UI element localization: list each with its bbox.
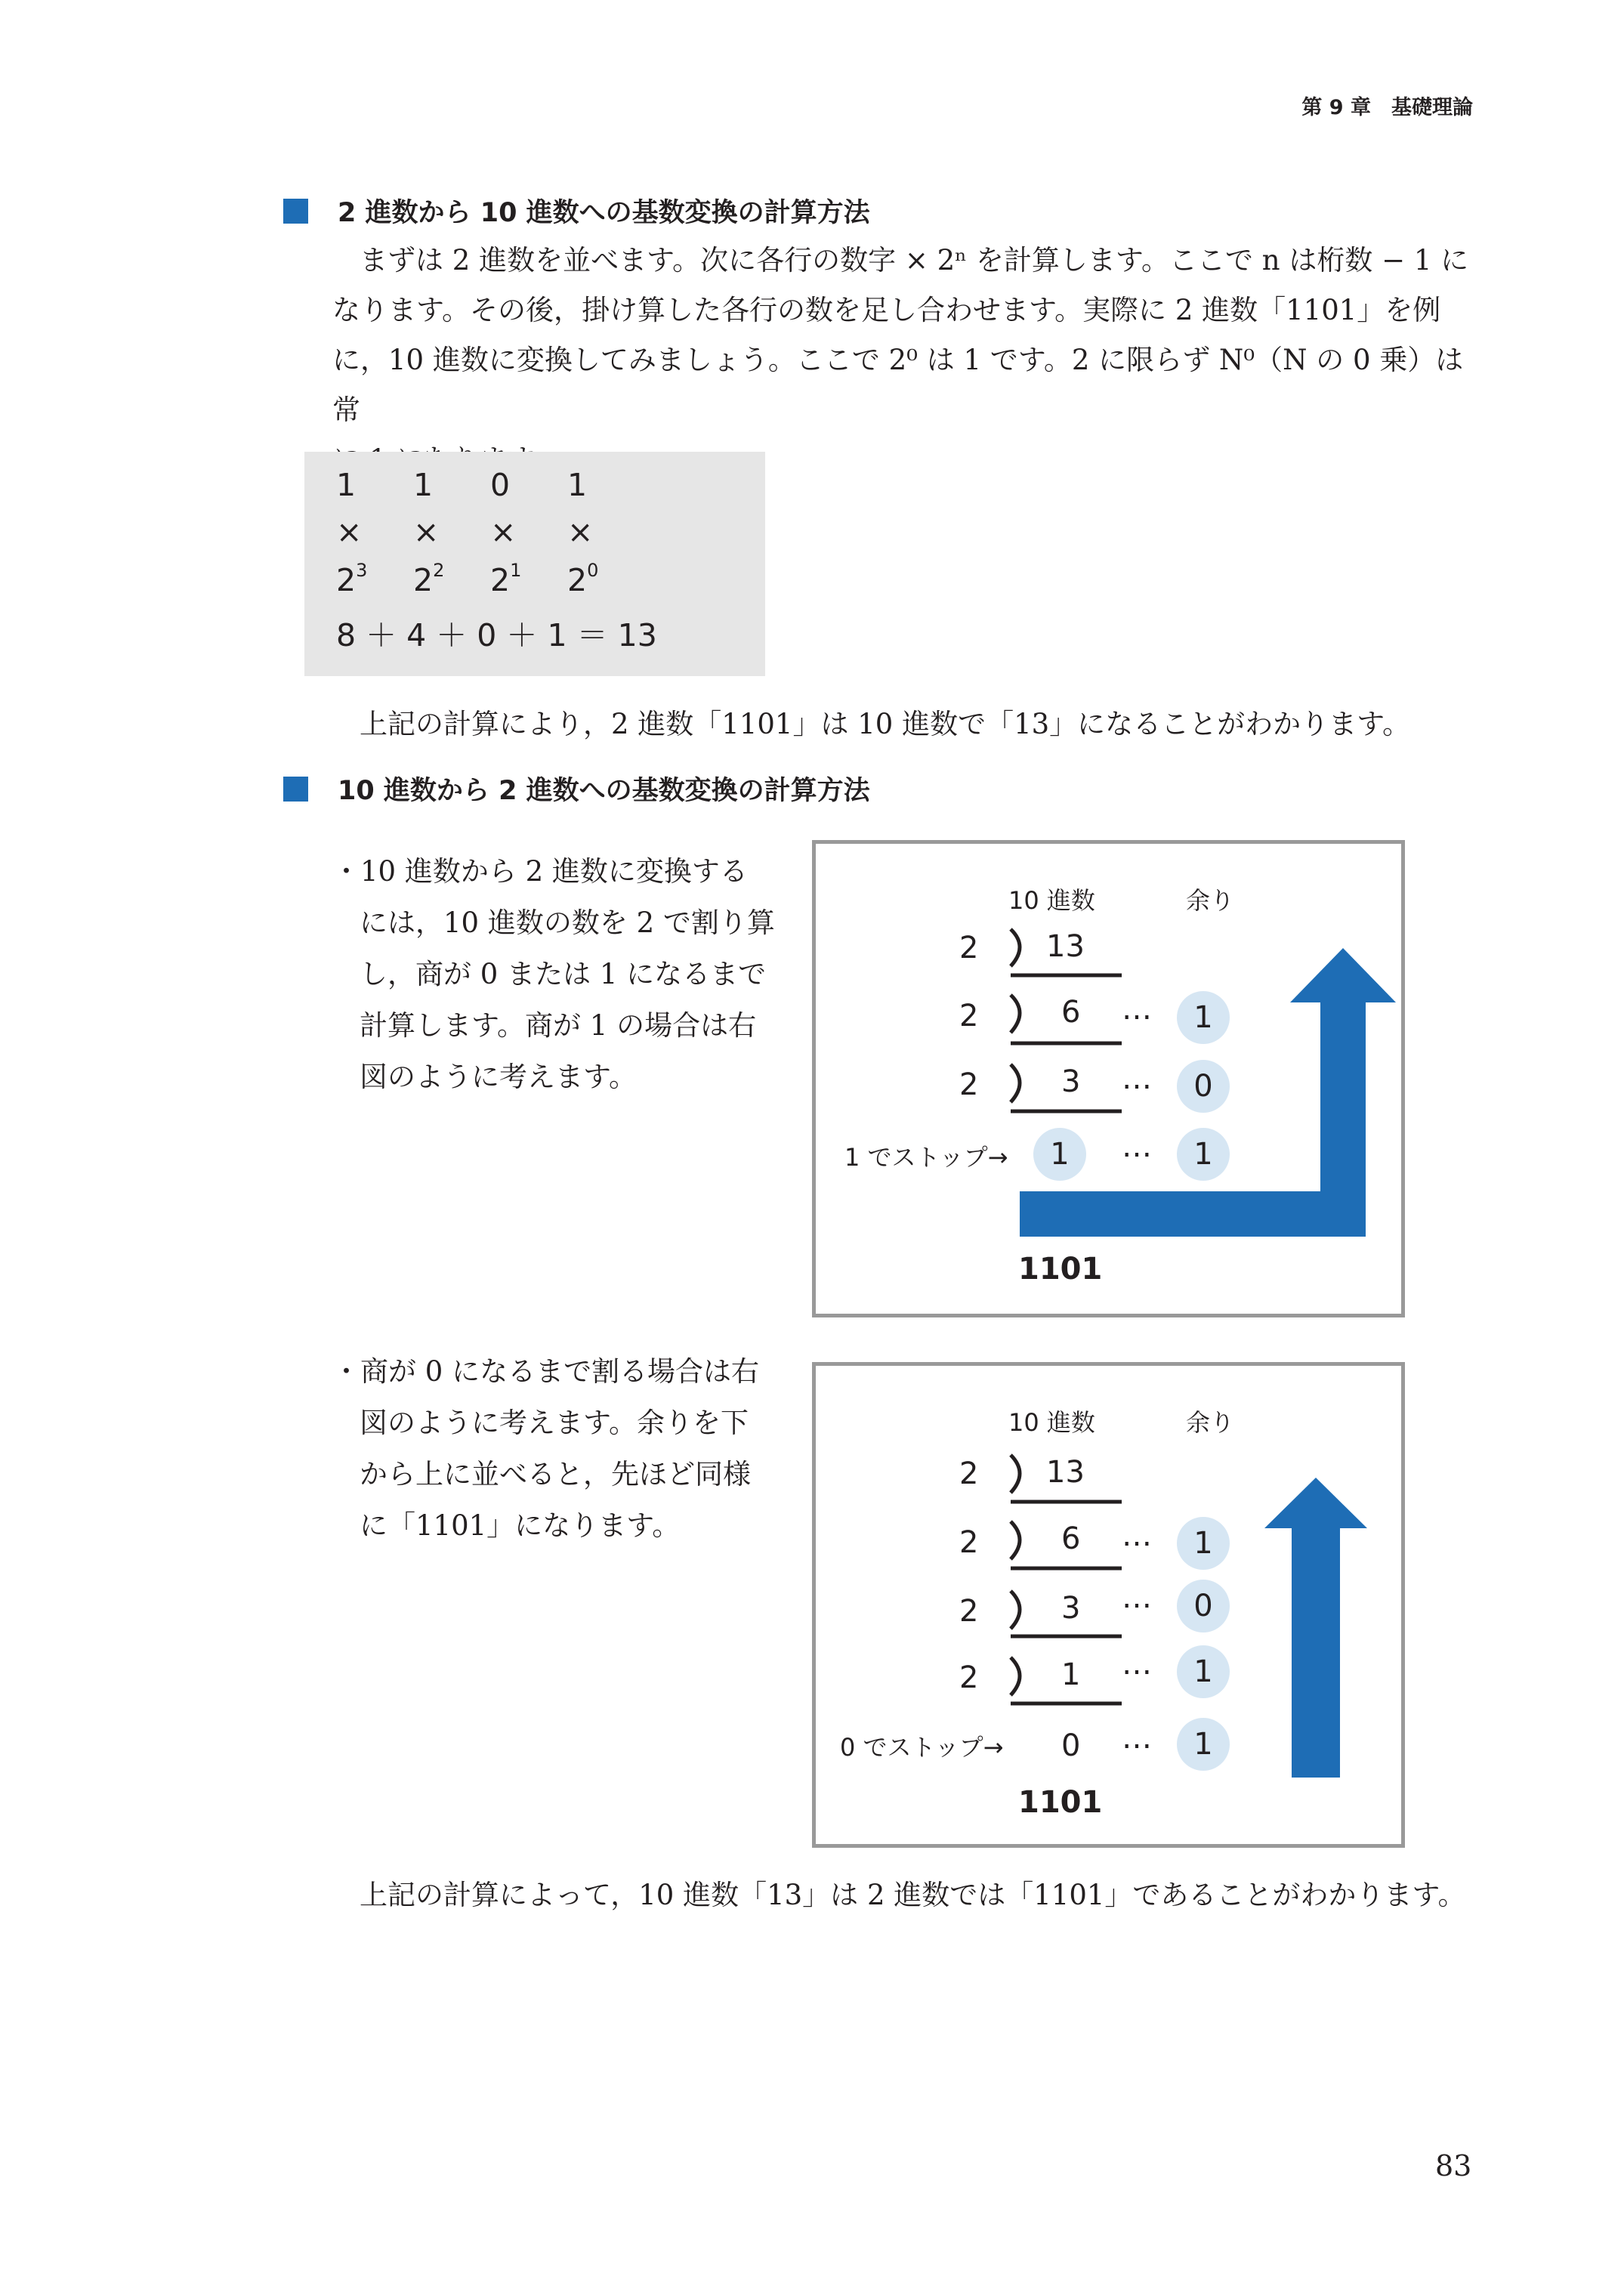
heading-square-icon (283, 777, 308, 802)
divisor: 2 (959, 931, 979, 965)
remainder-circle: 1 (1177, 1128, 1230, 1181)
division-diagram-2 (812, 1362, 1405, 1848)
ellipsis: … (1122, 1721, 1152, 1756)
division-brackets-1 (816, 844, 1401, 1314)
division-diagram-1 (812, 840, 1405, 1317)
bullet-1 (332, 846, 801, 1103)
bullet-line: し，商が 0 または 1 になるまで (360, 958, 767, 990)
stop-label: 1 でストップ→ (844, 1143, 1008, 1172)
result-binary: 1101 (1018, 1252, 1103, 1286)
calc-digit: 0 (490, 467, 511, 503)
col-decimal-label: 10 進数 (1008, 1408, 1095, 1437)
arrow-up-icon (1264, 1478, 1367, 1778)
quotient: 6 (1061, 1521, 1081, 1556)
stop-value: 0 (1061, 1728, 1081, 1763)
quotient: 6 (1061, 995, 1081, 1030)
paragraph-line: なります。その後，掛け算した各行の数を足し合わせます。実際に 2 進数「1101」を例 (332, 294, 1441, 326)
division-brackets-2 (816, 1366, 1401, 1844)
calc-digit: 1 (336, 467, 357, 503)
calc-digits-row (336, 467, 644, 503)
bullet-line: から上に並べると，先ほど同様 (360, 1458, 751, 1490)
ellipsis: … (1122, 1647, 1152, 1682)
quotient: 1 (1061, 1657, 1081, 1692)
calc-powers-row (336, 562, 644, 598)
ellipsis: … (1122, 1129, 1152, 1164)
quotient: 3 (1061, 1591, 1081, 1626)
ellipsis: … (1122, 1518, 1152, 1553)
result-binary: 1101 (1018, 1785, 1103, 1820)
calc-power: $2^1$ (490, 560, 522, 598)
col-decimal-label: 10 進数 (1008, 886, 1095, 915)
calc-digit: 1 (567, 467, 588, 503)
divisor: 2 (959, 1525, 979, 1560)
col-remainder-label: 余り (1186, 886, 1235, 915)
quotient: 13 (1046, 929, 1085, 964)
bullet-line: 図のように考えます。余りを下 (360, 1407, 749, 1439)
divisor: 2 (959, 1067, 979, 1102)
chapter-header: 第 9 章 基礎理論 (1301, 96, 1473, 119)
remainder-circle: 0 (1177, 1580, 1230, 1632)
paragraph-line: まずは 2 進数を並べます。次に各行の数字 × 2ⁿ を計算します。ここで n は桁数 − 1 に (360, 244, 1469, 276)
section1-heading: 2 進数から 10 進数への基数変換の計算方法 (338, 198, 870, 228)
page-number: 83 (1435, 2149, 1472, 2182)
times-sign: × (490, 514, 517, 550)
calc-digit: 1 (413, 467, 434, 503)
section1-paragraph (332, 236, 1480, 485)
calc-times-row (336, 514, 644, 550)
bullet-line: ・商が 0 になるまで割る場合は右 (332, 1355, 760, 1388)
times-sign: × (567, 514, 594, 550)
stop-label: 0 でストップ→ (840, 1733, 1004, 1762)
remainder-circle: 1 (1177, 991, 1230, 1044)
quotient: 13 (1046, 1455, 1085, 1490)
quotient: 3 (1061, 1064, 1081, 1099)
times-sign: × (336, 514, 363, 550)
divisor: 2 (959, 1660, 979, 1695)
divisor: 2 (959, 1456, 979, 1491)
remainder-circle: 1 (1177, 1718, 1230, 1771)
section2-heading: 10 進数から 2 進数への基数変換の計算方法 (338, 776, 870, 806)
stop-value-circle: 1 (1033, 1128, 1086, 1181)
bullet-line: 図のように考えます。 (360, 1061, 638, 1093)
ellipsis: … (1122, 1580, 1152, 1615)
calc-power: $2^2$ (413, 560, 445, 598)
remainder-circle: 1 (1177, 1645, 1230, 1698)
calculation-box (304, 452, 765, 676)
divisor: 2 (959, 1594, 979, 1629)
bullet-line: ・10 進数から 2 進数に変換する (332, 855, 748, 888)
calc-power: $2^0$ (567, 560, 599, 598)
ellipsis: … (1122, 1061, 1152, 1096)
bullet-line: には，10 進数の数を 2 で割り算 (360, 907, 775, 939)
section2-conclusion: 上記の計算によって，10 進数「13」は 2 進数では「1101」であることがわかります。 (360, 1879, 1466, 1911)
heading-square-icon (283, 199, 308, 224)
divisor: 2 (959, 999, 979, 1033)
times-sign: × (413, 514, 440, 550)
paragraph-line: に，10 進数に変換してみましょう。ここで 2⁰ は 1 です。2 に限らず N⁰（N の 0 乗）は常 (332, 344, 1464, 426)
ellipsis: … (1122, 992, 1152, 1027)
bullet-line: に「1101」になります。 (360, 1509, 681, 1542)
bullet-line: 計算します。商が 1 の場合は右 (360, 1009, 757, 1042)
calc-sum-row: 8 ＋ 4 ＋ 0 ＋ 1 ＝ 13 (336, 617, 657, 653)
remainder-circle: 1 (1177, 1517, 1230, 1570)
remainder-circle: 0 (1177, 1060, 1230, 1113)
col-remainder-label: 余り (1186, 1408, 1235, 1437)
calc-power: $2^3$ (336, 560, 368, 598)
bullet-2 (332, 1346, 801, 1552)
section1-conclusion: 上記の計算により，2 進数「1101」は 10 進数で「13」になることがわかります。 (360, 708, 1411, 740)
